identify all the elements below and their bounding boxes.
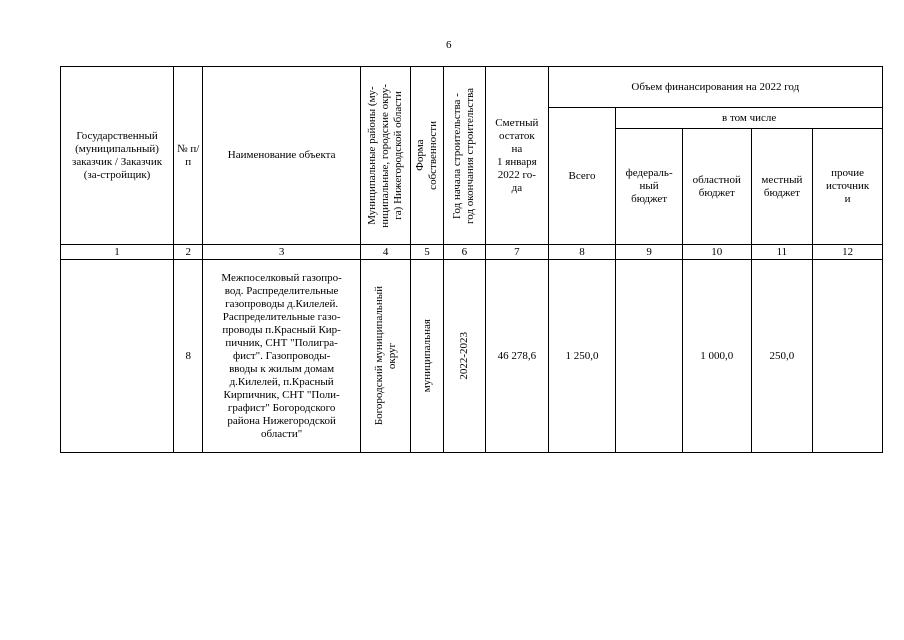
financing-table	[60, 66, 883, 453]
cell-estimate: 46 278,6	[486, 260, 549, 453]
header-customer: Государственный (муниципальный) заказчик / Заказчик (за-стройщик)	[61, 67, 174, 245]
cell-regional: 1 000,0	[682, 260, 751, 453]
header-financing: Объем финансирования на 2022 год	[548, 67, 882, 108]
col-number: 8	[548, 245, 616, 260]
header-including: в том числе	[616, 108, 883, 129]
cell-years: 2022-2023	[443, 260, 485, 453]
cell-federal	[616, 260, 683, 453]
cell-object-name: Межпоселковый газопро- вод. Распределительные газопроводы д.Килелей. Распределительные газо- проводы п.Красный Кир- пичник, СНТ "Полигра- фист". Газопроводы- вводы к жилым домам д.Килелей, п.Красный Кирпичник, СНТ "Поли- графист" Богородского района Нижегородской области"	[203, 260, 361, 453]
header-num: № п/п	[174, 67, 203, 245]
header-estimate: Сметный остаток на 1 января 2022 го- да	[486, 67, 549, 245]
col-number: 6	[443, 245, 485, 260]
col-number: 11	[751, 245, 813, 260]
col-number: 10	[682, 245, 751, 260]
header-object-name: Наименование объекта	[203, 67, 361, 245]
cell-other	[813, 260, 883, 453]
header-regional: областной бюджет	[682, 129, 751, 245]
col-number: 1	[61, 245, 174, 260]
table-row	[61, 260, 883, 453]
header-federal: федераль- ный бюджет	[616, 129, 683, 245]
col-number: 3	[203, 245, 361, 260]
page-number: 6	[446, 39, 452, 51]
header-ownership: Форма собственности	[411, 67, 443, 245]
header-years: Год начала строительства - год окончания строительства	[443, 67, 485, 245]
header-other: прочие источник и	[813, 129, 883, 245]
cell-district: Богородский муниципальный округ	[360, 260, 410, 453]
cell-local: 250,0	[751, 260, 813, 453]
header-districts: Муниципальные районы (му- ниципальные, городские окру- га) Нижегородской области	[360, 67, 410, 245]
header-local: местный бюджет	[751, 129, 813, 245]
cell-ownership: муниципальная	[411, 260, 443, 453]
col-number: 9	[616, 245, 683, 260]
col-number: 2	[174, 245, 203, 260]
cell-num: 8	[174, 260, 203, 453]
cell-customer	[61, 260, 174, 453]
col-number: 7	[486, 245, 549, 260]
header-total: Всего	[548, 108, 616, 245]
col-number: 12	[813, 245, 883, 260]
cell-total: 1 250,0	[548, 260, 616, 453]
col-number: 5	[411, 245, 443, 260]
col-number: 4	[360, 245, 410, 260]
